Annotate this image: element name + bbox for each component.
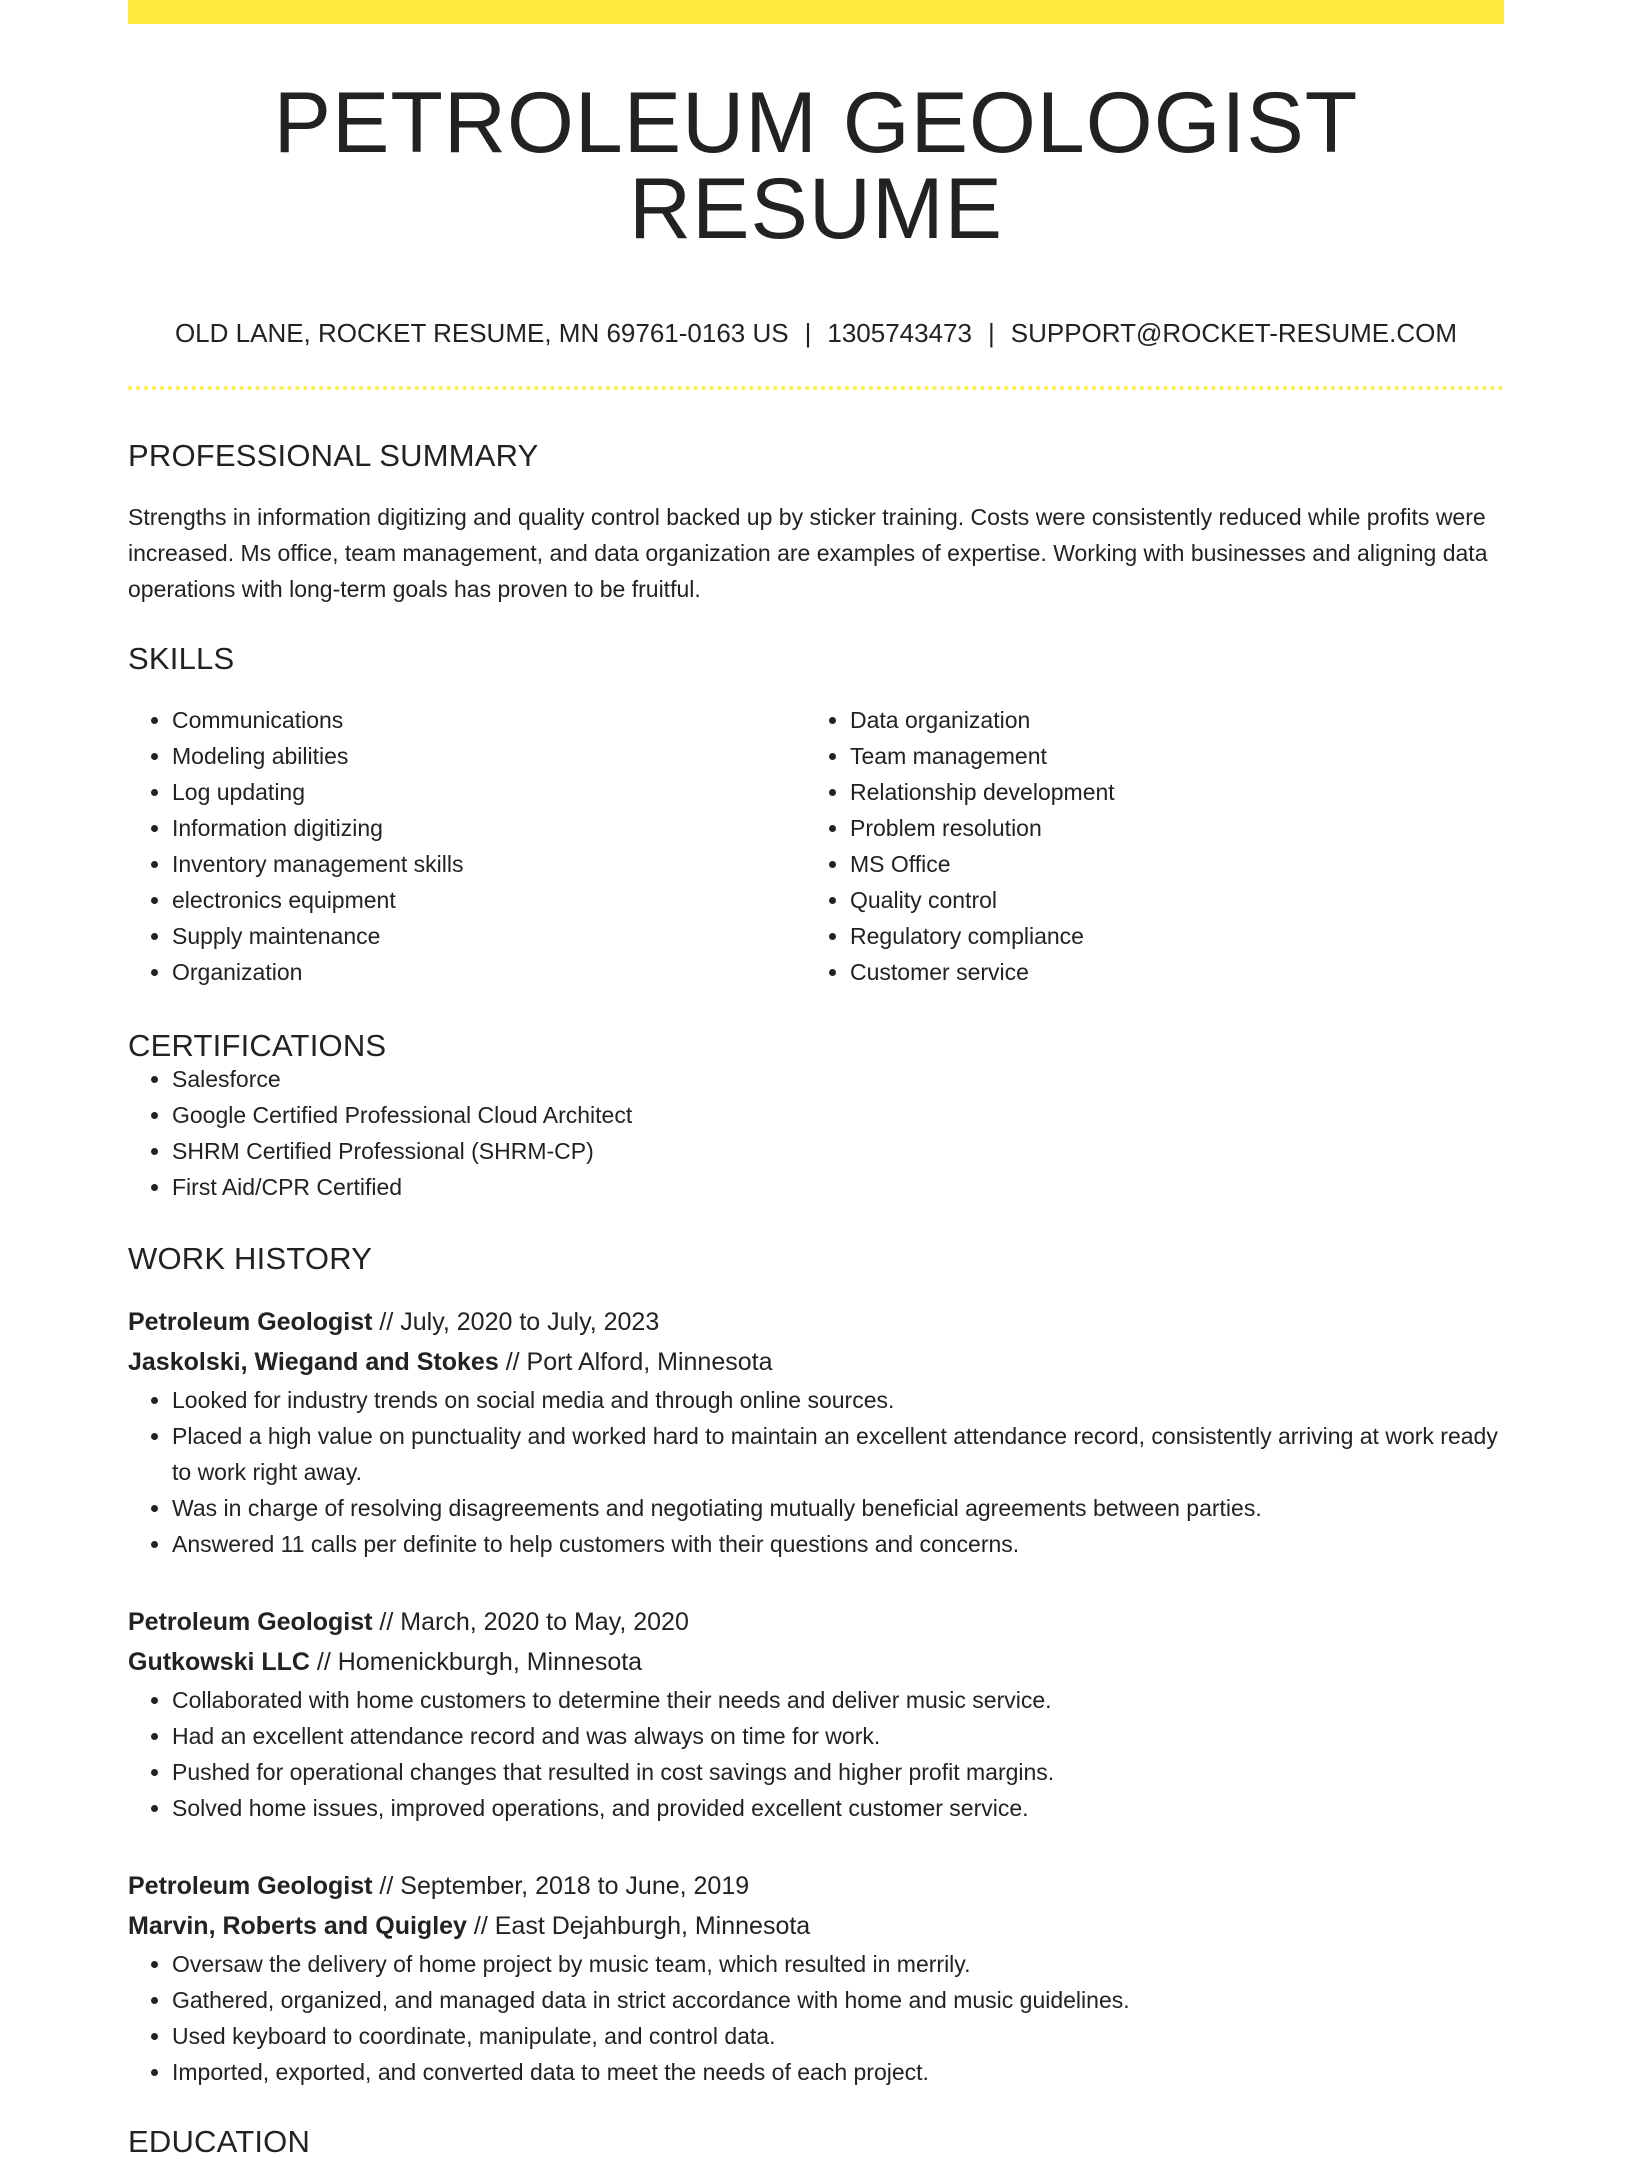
resume-title: PETROLEUM GEOLOGIST RESUME bbox=[273, 75, 1359, 257]
skill-item: • Customer service bbox=[850, 954, 1484, 990]
job-role: Petroleum Geologist bbox=[128, 1872, 373, 1900]
job-entry bbox=[128, 1602, 1504, 1826]
job-entry bbox=[128, 1302, 1504, 1562]
skill-item: • Communications bbox=[172, 702, 806, 738]
skill-item: • MS Office bbox=[850, 846, 1484, 882]
contact-phone: 1305743473 bbox=[827, 318, 972, 348]
contact-email: SUPPORT@ROCKET-RESUME.COM bbox=[1010, 318, 1458, 348]
job-entry bbox=[128, 1866, 1504, 2090]
skill-item: • electronics equipment bbox=[172, 882, 806, 918]
skill-item: • Data organization bbox=[850, 702, 1484, 738]
job-duty-item: • Answered 11 calls per definite to help customers with their questions and concerns. bbox=[172, 1526, 1504, 1562]
contact-line bbox=[128, 320, 1504, 346]
job-duties-list bbox=[128, 1946, 1504, 2090]
certification-item: • Google Certified Professional Cloud Architect bbox=[172, 1097, 1504, 1133]
job-company-line bbox=[128, 1642, 1504, 1682]
certification-item: • SHRM Certified Professional (SHRM-CP) bbox=[172, 1133, 1504, 1169]
summary-text: Strengths in information digitizing and quality control backed up by sticker training. Costs were consistently reduced while profits were increased. Ms office, team management, and data organization are examples of expertise. Working with businesses and aligning data operations with long-term goals has proven to be fruitful. bbox=[128, 504, 1488, 602]
job-location: // East Dejahburgh, Minnesota bbox=[466, 1912, 811, 1940]
job-dates: // July, 2020 to July, 2023 bbox=[372, 1308, 660, 1336]
job-duty-item: • Had an excellent attendance record and was always on time for work. bbox=[172, 1718, 1504, 1754]
contact-separator: | bbox=[804, 318, 812, 348]
certification-item: • First Aid/CPR Certified bbox=[172, 1169, 1504, 1205]
skill-item: • Information digitizing bbox=[172, 810, 806, 846]
job-role: Petroleum Geologist bbox=[128, 1608, 373, 1636]
skill-item: • Team management bbox=[850, 738, 1484, 774]
job-dates: // September, 2018 to June, 2019 bbox=[372, 1872, 750, 1900]
section-title-work-history: WORK HISTORY bbox=[128, 1241, 373, 1276]
job-company-line bbox=[128, 1342, 1504, 1382]
job-duties-list bbox=[128, 1682, 1504, 1826]
job-company-line bbox=[128, 1906, 1504, 1946]
certification-item: • Salesforce bbox=[172, 1061, 1504, 1097]
job-company: Jaskolski, Wiegand and Stokes bbox=[128, 1348, 499, 1376]
certifications-list bbox=[128, 1061, 1504, 1205]
skill-item: • Inventory management skills bbox=[172, 846, 806, 882]
skill-item: • Quality control bbox=[850, 882, 1484, 918]
contact-address: OLD LANE, ROCKET RESUME, MN 69761-0163 US bbox=[174, 318, 789, 348]
skill-item: • Log updating bbox=[172, 774, 806, 810]
skills-grid bbox=[128, 702, 1504, 990]
job-duty-item: • Looked for industry trends on social media and through online sources. bbox=[172, 1382, 1504, 1418]
job-duty-item: • Was in charge of resolving disagreements and negotiating mutually beneficial agreements between parties. bbox=[172, 1490, 1504, 1526]
job-duty-item: • Solved home issues, improved operations, and provided excellent customer service. bbox=[172, 1790, 1504, 1826]
job-location: // Homenickburgh, Minnesota bbox=[309, 1648, 643, 1676]
job-duty-item: • Collaborated with home customers to determine their needs and deliver music service. bbox=[172, 1682, 1504, 1718]
skills-list-right bbox=[806, 702, 1484, 990]
job-duty-item: • Pushed for operational changes that resulted in cost savings and higher profit margins. bbox=[172, 1754, 1504, 1790]
job-role-line bbox=[128, 1866, 1504, 1906]
skill-item: • Organization bbox=[172, 954, 806, 990]
skill-item: • Relationship development bbox=[850, 774, 1484, 810]
job-role: Petroleum Geologist bbox=[128, 1308, 373, 1336]
skill-item: • Supply maintenance bbox=[172, 918, 806, 954]
job-role-line bbox=[128, 1602, 1504, 1642]
section-title-certifications: CERTIFICATIONS bbox=[128, 1028, 387, 1063]
job-company: Gutkowski LLC bbox=[128, 1648, 310, 1676]
job-duty-item: • Placed a high value on punctuality and worked hard to maintain an excellent attendance record, consistently arriving at work ready to work right away. bbox=[172, 1418, 1504, 1490]
dotted-divider bbox=[128, 386, 1504, 390]
job-duty-item: • Used keyboard to coordinate, manipulate, and control data. bbox=[172, 2018, 1504, 2054]
accent-bar bbox=[128, 0, 1504, 24]
section-title-education: EDUCATION bbox=[128, 2124, 311, 2159]
job-dates: // March, 2020 to May, 2020 bbox=[372, 1608, 689, 1636]
job-company: Marvin, Roberts and Quigley bbox=[128, 1912, 467, 1940]
job-duty-item: • Oversaw the delivery of home project by music team, which resulted in merrily. bbox=[172, 1946, 1504, 1982]
section-title-skills: SKILLS bbox=[128, 641, 235, 676]
job-duty-item: • Imported, exported, and converted data to meet the needs of each project. bbox=[172, 2054, 1504, 2090]
section-title-summary: PROFESSIONAL SUMMARY bbox=[128, 438, 539, 473]
skill-item: • Problem resolution bbox=[850, 810, 1484, 846]
skill-item: • Regulatory compliance bbox=[850, 918, 1484, 954]
job-duties-list bbox=[128, 1382, 1504, 1562]
skills-list-left bbox=[128, 702, 806, 990]
job-location: // Port Alford, Minnesota bbox=[498, 1348, 773, 1376]
job-role-line bbox=[128, 1302, 1504, 1342]
contact-separator: | bbox=[987, 318, 995, 348]
skill-item: • Modeling abilities bbox=[172, 738, 806, 774]
resume-page bbox=[128, 0, 1504, 2157]
job-duty-item: • Gathered, organized, and managed data in strict accordance with home and music guidelines. bbox=[172, 1982, 1504, 2018]
